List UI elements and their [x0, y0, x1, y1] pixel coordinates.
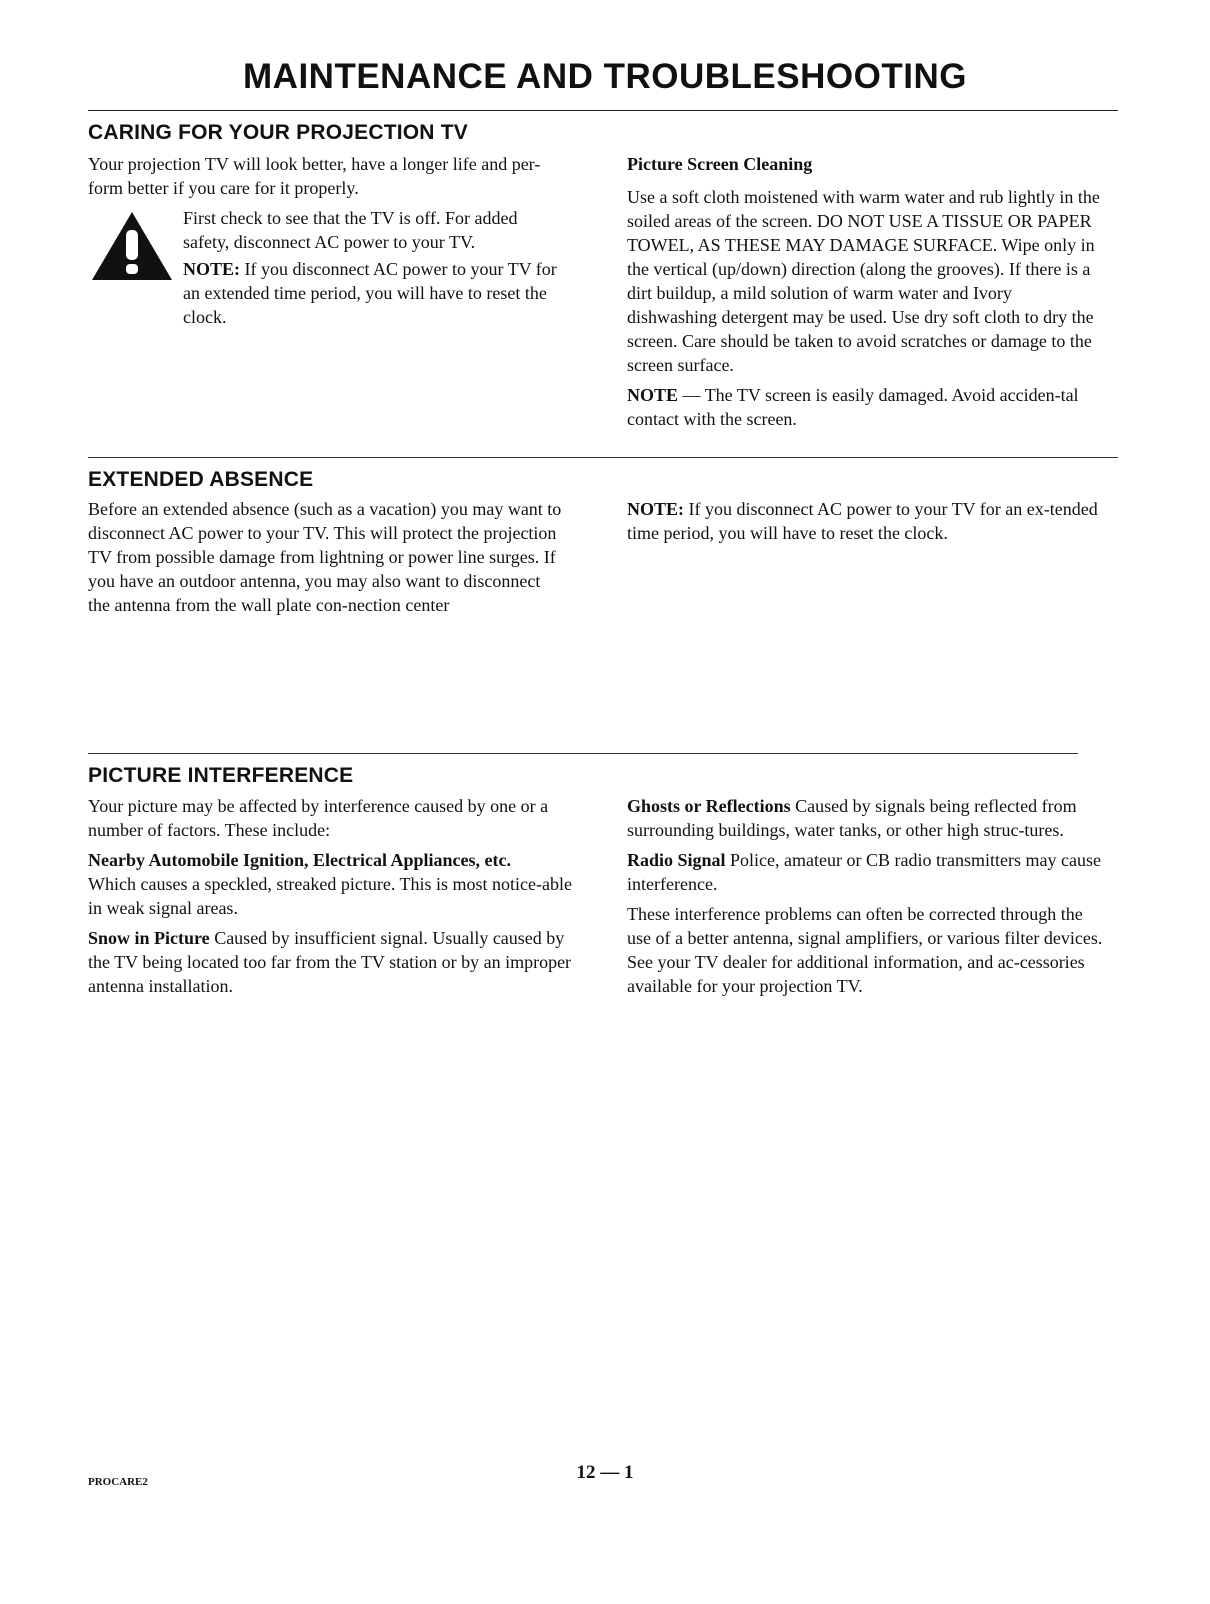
ghosts-text: Caused by signals being reflected from surrounding buildings, water tanks, or other high struc-tures. — [627, 796, 1077, 840]
snow-text: Caused by insufficient signal. Usually caused by the TV being located too far from the TV station or by an improper antenna installation. — [88, 928, 572, 996]
radio-paragraph — [627, 848, 1105, 896]
section-divider-2 — [88, 753, 1078, 754]
absence-text: Before an extended absence (such as a vacation) you may want to disconnect AC power to your TV. This will protect the projection TV from possible damage from lightning or power line surges. If you have an outdoor antenna, you may also want to disconnect the antenna from the wall plate con-nection center — [88, 499, 562, 615]
screen-note-text: — The TV screen is easily damaged. Avoid acciden-tal contact with the screen. — [627, 385, 1079, 429]
page-title: MAINTENANCE AND TROUBLESHOOTING — [243, 57, 967, 96]
interference-left-column — [88, 794, 578, 1004]
caring-intro-line1: Your projection TV will look better, have a longer life and per- — [88, 154, 541, 174]
caring-warning — [183, 206, 558, 332]
interference-intro: Your picture may be affected by interference caused by one or a number of factors. These include: — [88, 796, 549, 840]
screen-note — [627, 383, 1102, 431]
nearby-label: Nearby Automobile Ignition, Electrical Appliances, etc. — [88, 850, 511, 870]
radio-text: Police, amateur or CB radio transmitters may cause interference. — [627, 850, 1101, 894]
warning-triangle-icon — [90, 210, 174, 282]
radio-label: Radio Signal — [627, 850, 726, 870]
section-divider-1 — [88, 457, 1118, 458]
nearby-text: Which causes a speckled, streaked picture. This is most notice-able in weak signal areas. — [88, 874, 573, 918]
absence-note — [627, 497, 1102, 545]
footer-code: PROCARE2 — [88, 1476, 148, 1488]
cleaning-text: Use a soft cloth moistened with warm water and rub lightly in the soiled areas of the screen. DO NOT USE A TISSUE OR PAPER TOWEL, AS THESE MAY DAMAGE SURFACE. Wipe only in the vertical (up/down) direction (along the grooves). If there is a dirt buildup, a mild solution of warm water and Ivory dishwashing detergent may be used. Use dry soft cloth to dry the screen. Care should be taken to avoid scratches or damage to the screen surface. — [627, 187, 1100, 375]
note-label: NOTE: — [183, 259, 241, 279]
title-rule — [88, 110, 1118, 111]
absence-heading: EXTENDED ABSENCE — [88, 468, 314, 491]
interference-heading: PICTURE INTERFERENCE — [88, 764, 354, 787]
caring-note — [183, 257, 558, 329]
note-text: If you disconnect AC power to your TV for an extended time period, you will have to reset the clock. — [183, 259, 557, 327]
nearby-paragraph — [88, 848, 578, 920]
caring-heading: CARING FOR YOUR PROJECTION TV — [88, 121, 468, 144]
page-number: 12 — 1 — [576, 1462, 634, 1483]
caring-intro-line2: form better if you care for it properly. — [88, 178, 359, 198]
snow-paragraph — [88, 926, 578, 998]
absence-note-label: NOTE: — [627, 499, 685, 519]
warning-text: First check to see that the TV is off. For added safety, disconnect AC power to your TV. — [183, 208, 518, 252]
absence-note-column — [627, 497, 1102, 551]
snow-label: Snow in Picture — [88, 928, 210, 948]
correction-text: These interference problems can often be corrected through the use of a better antenna, signal amplifiers, or various filter devices. See your TV dealer for additional information, and ac-cessories available for your projection TV. — [627, 904, 1103, 996]
cleaning-heading: Picture Screen Cleaning — [627, 154, 813, 174]
interference-right-column — [627, 794, 1105, 1004]
screen-note-label: NOTE — [627, 385, 679, 405]
caring-intro — [88, 152, 608, 200]
cleaning-column — [627, 152, 1102, 437]
absence-text-column — [88, 497, 563, 623]
ghosts-paragraph — [627, 794, 1105, 842]
absence-note-text: If you disconnect AC power to your TV for an ex-tended time period, you will have to reset the clock. — [627, 499, 1098, 543]
ghosts-label: Ghosts or Reflections — [627, 796, 791, 816]
